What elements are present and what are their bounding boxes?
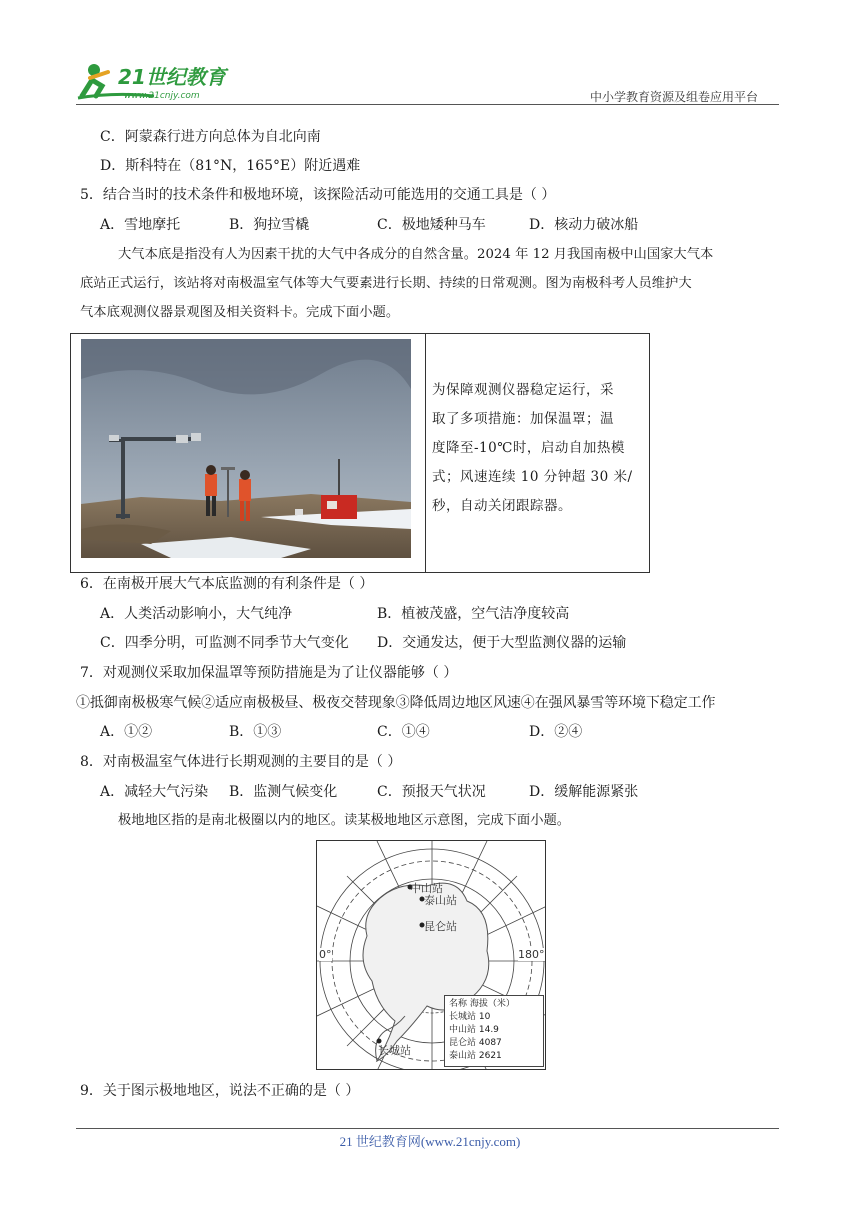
label-180-degree: 180° xyxy=(518,948,545,961)
platform-name: 中小学教育资源及组卷应用平台 xyxy=(590,90,759,104)
q6-option-b: B．植被茂盛，空气洁净度较高 xyxy=(377,606,570,622)
q4-option-c: C．阿蒙森行进方向总体为自北向南 xyxy=(100,129,321,145)
card-text-line: 为保障观测仪器稳定运行，采 xyxy=(432,382,614,398)
q5-option-d: D．核动力破冰船 xyxy=(529,217,639,233)
map-legend xyxy=(444,995,544,1067)
footer-link[interactable]: 21 世纪教育网(www.21cnjy.com) xyxy=(339,1134,521,1149)
q6-stem: 6．在南极开展大气本底监测的有利条件是（ ） xyxy=(80,576,374,592)
label-0-degree: 0° xyxy=(319,948,332,961)
card-text-line: 秒，自动关闭跟踪器。 xyxy=(432,498,572,514)
footer-divider xyxy=(76,1128,779,1129)
q8-option-a: A．减轻大气污染 xyxy=(100,784,209,800)
header-divider xyxy=(76,104,779,105)
q6-option-c: C．四季分明，可监测不同季节大气变化 xyxy=(100,635,349,651)
q8-option-c: C．预报天气状况 xyxy=(377,784,486,800)
q4-option-d: D．斯科特在（81°N，165°E）附近遇难 xyxy=(100,158,361,174)
logo-text: 21世纪教育 xyxy=(118,65,226,89)
q7-option-d: D．②④ xyxy=(529,724,583,740)
observation-photo xyxy=(81,339,411,558)
q7-option-a: A．①② xyxy=(100,724,153,740)
legend-row: 泰山站 2621 xyxy=(449,1051,502,1061)
q5-option-a: A．雪地摩托 xyxy=(100,217,181,233)
card-text-line: 式；风速连续 10 分钟超 30 米/ xyxy=(432,469,633,485)
passage2: 极地地区指的是南北极圈以内的地区。读某极地地区示意图，完成下面小题。 xyxy=(118,813,571,828)
q6-option-d: D．交通发达，便于大型监测仪器的运输 xyxy=(377,635,627,651)
q7-option-c: C．①④ xyxy=(377,724,430,740)
legend-row: 昆仑站 4087 xyxy=(449,1038,502,1048)
passage-line-1: 大气本底是指没有人为因素干扰的大气中各成分的自然含量。2024 年 12 月我国南极中山国家大气本 xyxy=(118,247,714,262)
label-taishan: 泰山站 xyxy=(424,894,457,907)
q5-option-b: B．狗拉雪橇 xyxy=(229,217,310,233)
card-text-line: 度降至-10℃时，启动自加热模 xyxy=(432,440,625,456)
q7-stem: 7．对观测仪采取加保温罩等预防措施是为了让仪器能够（ ） xyxy=(80,665,458,681)
card-text-line: 取了多项措施：加保温罩；温 xyxy=(432,411,614,427)
q8-option-b: B．监测气候变化 xyxy=(229,784,338,800)
q5-stem: 5．结合当时的技术条件和极地环境，该探险活动可能选用的交通工具是（ ） xyxy=(80,187,556,203)
legend-row: 中山站 14.9 xyxy=(449,1025,499,1035)
q7-statements: ①抵御南极极寒气候②适应南极极昼、极夜交替现象③降低周边地区风速④在强风暴雪等环境下稳定工作 xyxy=(76,695,716,711)
passage-line-2: 底站正式运行，该站将对南极温室气体等大气要素进行长期、持续的日常观测。图为南极科考人员维护大 xyxy=(80,276,692,291)
q5-option-c: C．极地矮种马车 xyxy=(377,217,486,233)
q8-option-d: D．缓解能源紧张 xyxy=(529,784,639,800)
card-text xyxy=(432,376,640,521)
q8-stem: 8．对南极温室气体进行长期观测的主要目的是（ ） xyxy=(80,754,402,770)
passage-line-3: 气本底观测仪器景观图及相关资料卡。完成下面小题。 xyxy=(80,305,400,320)
site-logo xyxy=(74,56,244,102)
legend-header: 名称 海拔（米） xyxy=(449,999,515,1009)
logo-url: www.21cnjy.com xyxy=(124,91,200,101)
q7-option-b: B．①③ xyxy=(229,724,282,740)
card-divider xyxy=(425,334,426,572)
q9-stem: 9．关于图示极地地区，说法不正确的是（ ） xyxy=(80,1083,360,1099)
label-kunlun: 昆仑站 xyxy=(424,920,457,933)
label-changcheng: 长城站 xyxy=(378,1044,411,1057)
label-zhongshan: 中山站 xyxy=(410,882,443,895)
legend-row: 长城站 10 xyxy=(449,1012,491,1022)
q6-option-a: A．人类活动影响小，大气纯净 xyxy=(100,606,293,622)
